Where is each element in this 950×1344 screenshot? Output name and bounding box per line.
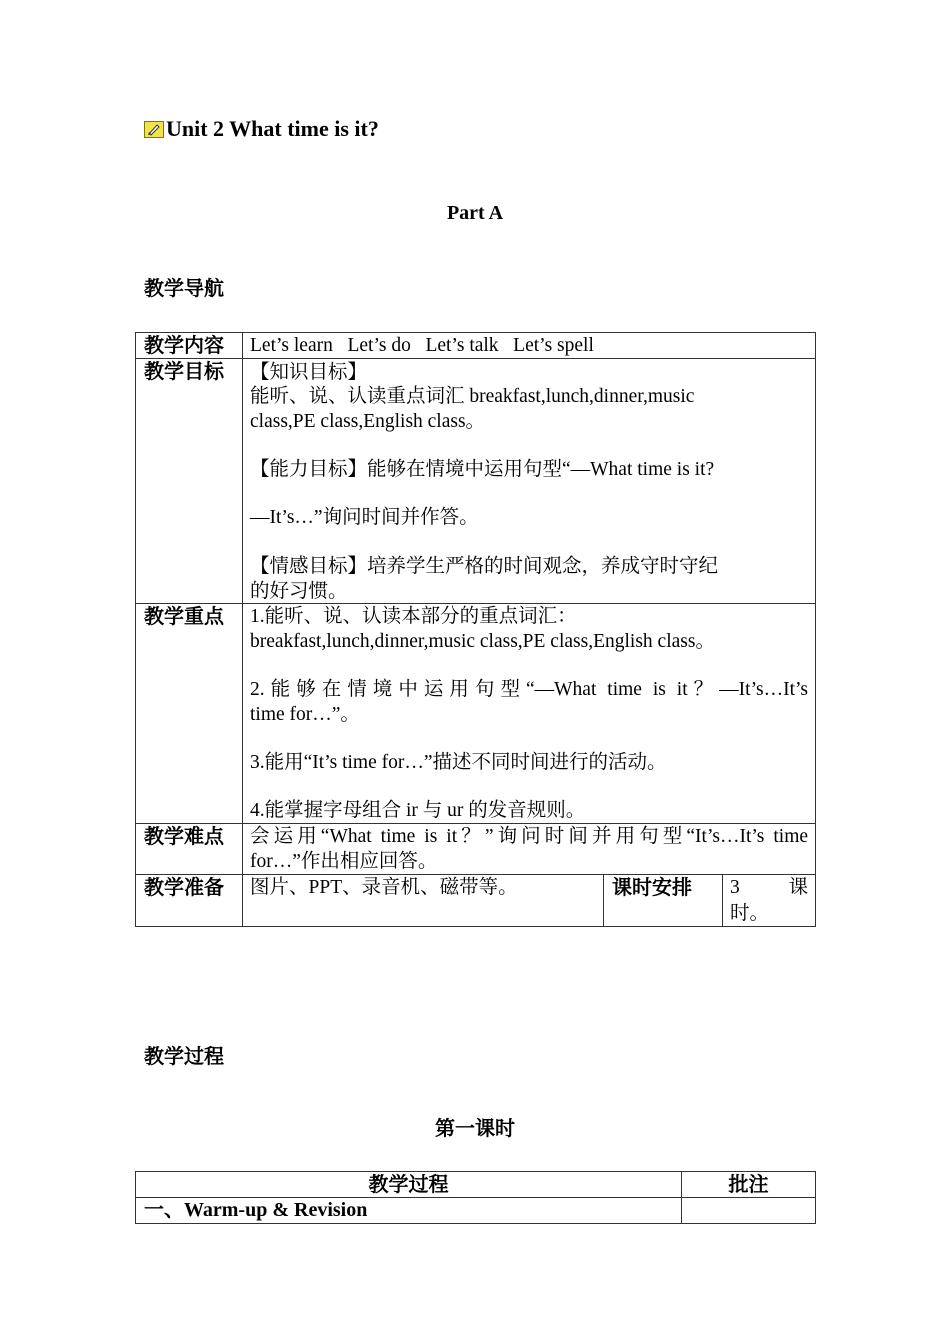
key-point-2-line1: 2.能够在情境中运用句型“—What time is it？—It’s…It’s bbox=[250, 679, 809, 700]
table-row bbox=[136, 1198, 816, 1224]
emotion-goal-line2: 的好习惯。 bbox=[250, 579, 348, 602]
schedule-value-line1: 3 课 bbox=[730, 877, 809, 898]
knowledge-goal-tag: 【知识目标】 bbox=[250, 360, 368, 383]
nav-heading: 教学导航 bbox=[144, 276, 224, 300]
table-row bbox=[136, 359, 816, 604]
process-heading: 教学过程 bbox=[144, 1044, 224, 1068]
schedule-cell bbox=[723, 875, 816, 927]
difficulties-line2: for…”作出相应回答。 bbox=[250, 851, 438, 872]
table-row bbox=[136, 1172, 816, 1198]
goals-cell bbox=[243, 359, 816, 604]
edit-note-icon bbox=[144, 121, 164, 138]
key-point-2-line2: time for…”。 bbox=[250, 704, 360, 725]
preparation-value: 图片、PPT、录音机、磁带等。 bbox=[243, 875, 604, 927]
teaching-nav-table bbox=[135, 332, 816, 927]
warm-up-notes bbox=[682, 1198, 816, 1224]
process-column-header: 教学过程 bbox=[136, 1172, 682, 1198]
key-point-3: 3.能用“It’s time for…”描述不同时间进行的活动。 bbox=[250, 752, 667, 773]
table-row bbox=[136, 333, 816, 359]
part-heading: Part A bbox=[446, 202, 504, 224]
content-value: Let’s learn Let’s do Let’s talk Let’s spell bbox=[243, 333, 816, 359]
ability-goal-line1: 【能力目标】能够在情境中运用句型“—What time is it? bbox=[250, 459, 715, 480]
unit-title-text: Unit 2 What time is it? bbox=[166, 116, 379, 141]
key-point-1-line2: breakfast,lunch,dinner,music class,PE class,English class。 bbox=[250, 631, 715, 652]
warm-up-row: 一、Warm-up & Revision bbox=[136, 1198, 682, 1224]
lesson-title: 第一课时 bbox=[435, 1116, 515, 1140]
table-row bbox=[136, 824, 816, 875]
key-point-4: 4.能掌握字母组合 ir 与 ur 的发音规则。 bbox=[250, 800, 586, 821]
table-row bbox=[136, 604, 816, 824]
difficulties-label: 教学难点 bbox=[136, 824, 243, 875]
unit-title bbox=[144, 116, 379, 142]
difficulties-line1: 会运用“What time is it？”询问时间并用句型“It’s…It’s time bbox=[250, 826, 809, 847]
teaching-process-table bbox=[135, 1171, 816, 1224]
key-point-1-line1: 1.能听、说、认读本部分的重点词汇： bbox=[250, 606, 577, 627]
schedule-value-line2: 时。 bbox=[730, 901, 770, 924]
goals-label: 教学目标 bbox=[136, 359, 243, 604]
knowledge-goal-line2: class,PE class,English class。 bbox=[250, 411, 486, 432]
content-label: 教学内容 bbox=[136, 333, 243, 359]
schedule-label: 课时安排 bbox=[604, 875, 723, 927]
key-points-label: 教学重点 bbox=[136, 604, 243, 824]
difficulties-cell bbox=[243, 824, 816, 875]
key-points-cell bbox=[243, 604, 816, 824]
ability-goal-line2: —It’s…”询问时间并作答。 bbox=[250, 507, 479, 528]
preparation-label: 教学准备 bbox=[136, 875, 243, 927]
emotion-goal-line1: 【情感目标】培养学生严格的时间观念，养成守时守纪 bbox=[250, 554, 719, 577]
knowledge-goal-line1: 能听、说、认读重点词汇 breakfast,lunch,dinner,music bbox=[250, 386, 695, 407]
table-row bbox=[136, 875, 816, 927]
notes-column-header: 批注 bbox=[682, 1172, 816, 1198]
